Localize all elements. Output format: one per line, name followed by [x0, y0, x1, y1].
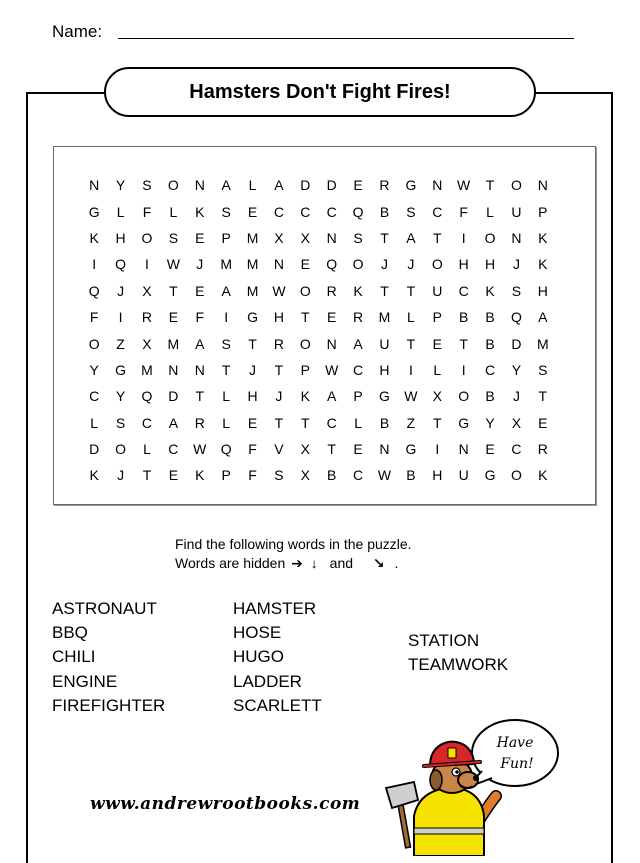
puzzle-letter[interactable]: G — [458, 414, 470, 431]
firefighter-mascot — [384, 716, 574, 856]
puzzle-letter[interactable]: E — [432, 335, 442, 352]
puzzle-letter[interactable]: O — [458, 388, 470, 405]
puzzle-letter[interactable]: C — [458, 282, 469, 299]
puzzle-letter[interactable]: H — [458, 256, 469, 273]
puzzle-letter[interactable]: B — [458, 309, 469, 326]
puzzle-letter[interactable]: U — [458, 467, 469, 484]
puzzle-letter[interactable]: J — [407, 256, 415, 273]
puzzle-letter[interactable]: Q — [511, 309, 522, 326]
puzzle-letter[interactable]: U — [379, 335, 390, 352]
puzzle-letter[interactable]: N — [379, 441, 390, 458]
puzzle-letter[interactable]: Q — [88, 282, 100, 299]
puzzle-row — [81, 278, 556, 304]
puzzle-letter[interactable]: F — [248, 441, 257, 458]
puzzle-letter[interactable]: G — [379, 388, 390, 405]
puzzle-letter[interactable]: H — [537, 282, 548, 299]
puzzle-letter[interactable]: K — [89, 467, 99, 484]
puzzle-letter[interactable]: S — [538, 361, 548, 378]
puzzle-letter[interactable]: H — [247, 388, 258, 405]
puzzle-letter[interactable]: L — [406, 309, 415, 326]
puzzle-letter[interactable]: M — [141, 361, 153, 378]
puzzle-letter[interactable]: X — [300, 441, 310, 458]
puzzle-letter[interactable]: C — [89, 388, 100, 405]
word-column-3 — [408, 629, 508, 677]
word-item: HAMSTER — [233, 599, 317, 618]
page-title-text: Hamsters Don't Fight Fires! — [189, 80, 451, 103]
puzzle-letter[interactable]: N — [537, 177, 548, 194]
puzzle-letter[interactable]: W — [166, 256, 180, 273]
puzzle-letter[interactable]: O — [511, 467, 522, 484]
puzzle-letter[interactable]: Y — [115, 388, 126, 405]
puzzle-row — [81, 198, 556, 224]
puzzle-letter[interactable]: O — [88, 335, 100, 352]
puzzle-letter[interactable]: M — [246, 282, 259, 299]
puzzle-letter[interactable]: E — [353, 177, 363, 194]
puzzle-letter[interactable]: L — [90, 414, 99, 431]
puzzle-letter[interactable]: X — [142, 282, 152, 299]
puzzle-letter[interactable]: C — [326, 414, 337, 431]
puzzle-letter[interactable]: E — [168, 467, 179, 484]
puzzle-letter[interactable]: D — [168, 388, 179, 405]
puzzle-letter[interactable]: G — [484, 467, 496, 484]
puzzle-letter[interactable]: W — [404, 388, 418, 405]
puzzle-row — [81, 172, 556, 198]
puzzle-letter[interactable]: L — [433, 361, 442, 378]
puzzle-letter[interactable]: Y — [89, 361, 99, 378]
puzzle-letter[interactable]: W — [377, 467, 392, 484]
puzzle-letter[interactable]: W — [325, 361, 339, 378]
puzzle-letter[interactable]: P — [432, 309, 442, 326]
puzzle-letter[interactable]: T — [301, 414, 310, 431]
puzzle-letter[interactable]: U — [511, 203, 522, 220]
word-item: STATION — [408, 631, 480, 650]
puzzle-letter[interactable]: E — [247, 203, 258, 220]
puzzle-letter[interactable]: M — [220, 256, 232, 273]
puzzle-letter[interactable]: T — [142, 467, 152, 484]
puzzle-letter[interactable]: M — [246, 229, 259, 246]
puzzle-letter[interactable]: L — [248, 177, 257, 194]
puzzle-letter[interactable]: N — [168, 361, 179, 378]
puzzle-letter[interactable]: M — [537, 335, 549, 352]
puzzle-letter[interactable]: R — [194, 414, 205, 431]
puzzle-letter[interactable]: Z — [406, 414, 416, 431]
puzzle-letter[interactable]: C — [168, 441, 179, 458]
puzzle-letter[interactable]: L — [143, 441, 151, 458]
puzzle-letter[interactable]: W — [272, 282, 286, 299]
puzzle-letter[interactable]: H — [115, 229, 126, 246]
puzzle-letter[interactable]: T — [432, 414, 442, 431]
puzzle-letter[interactable]: S — [406, 203, 416, 220]
puzzle-letter[interactable]: H — [484, 256, 496, 273]
puzzle-letter[interactable]: R — [273, 335, 284, 352]
puzzle-letter[interactable]: O — [299, 282, 311, 299]
puzzle-letter[interactable]: C — [273, 203, 284, 220]
puzzle-letter[interactable]: X — [432, 388, 442, 405]
puzzle-letter[interactable]: B — [379, 203, 390, 220]
puzzle-letter[interactable]: E — [195, 282, 205, 299]
puzzle-letter[interactable]: J — [512, 256, 520, 273]
puzzle-letter[interactable]: Q — [115, 256, 127, 273]
puzzle-letter[interactable]: N — [273, 256, 284, 273]
puzzle-letter[interactable]: K — [195, 467, 205, 484]
puzzle-letter[interactable]: S — [115, 414, 126, 431]
footer-url[interactable]: www.andrewrootbooks.com — [90, 794, 361, 814]
word-column-2 — [233, 597, 322, 718]
puzzle-letter[interactable]: X — [511, 414, 522, 431]
puzzle-letter[interactable]: O — [484, 229, 496, 246]
puzzle-grid — [81, 172, 556, 489]
puzzle-letter[interactable]: Q — [220, 441, 232, 458]
puzzle-letter[interactable]: D — [511, 335, 522, 352]
puzzle-letter[interactable]: G — [88, 203, 100, 220]
puzzle-letter[interactable]: T — [485, 177, 495, 194]
puzzle-row — [81, 383, 556, 409]
puzzle-letter[interactable]: L — [169, 203, 178, 220]
puzzle-letter[interactable]: S — [168, 229, 179, 246]
puzzle-letter[interactable]: N — [432, 177, 443, 194]
puzzle-letter[interactable]: O — [167, 177, 179, 194]
puzzle-letter[interactable]: A — [406, 229, 416, 246]
puzzle-letter[interactable]: I — [408, 361, 413, 378]
puzzle-letter[interactable]: S — [511, 282, 522, 299]
puzzle-letter[interactable]: J — [275, 388, 283, 405]
puzzle-letter[interactable]: J — [249, 361, 257, 378]
puzzle-row — [81, 330, 556, 356]
puzzle-letter[interactable]: A — [274, 177, 284, 194]
puzzle-letter[interactable]: G — [405, 177, 417, 194]
puzzle-letter[interactable]: R — [326, 282, 337, 299]
puzzle-letter[interactable]: O — [141, 229, 153, 246]
puzzle-letter[interactable]: T — [195, 388, 205, 405]
puzzle-letter[interactable]: F — [248, 467, 257, 484]
puzzle-letter[interactable]: Q — [141, 388, 153, 405]
puzzle-letter[interactable]: I — [145, 256, 149, 273]
puzzle-letter[interactable]: P — [538, 203, 548, 220]
puzzle-letter[interactable]: R — [141, 309, 153, 326]
puzzle-letter[interactable]: I — [224, 309, 229, 326]
puzzle-letter[interactable]: L — [222, 388, 231, 405]
puzzle-letter[interactable]: X — [274, 229, 284, 246]
puzzle-letter[interactable]: T — [406, 282, 416, 299]
puzzle-letter[interactable]: H — [379, 361, 390, 378]
word-item: ENGINE — [52, 671, 118, 691]
puzzle-letter[interactable]: E — [538, 414, 548, 431]
puzzle-letter[interactable]: R — [379, 177, 390, 194]
puzzle-letter[interactable]: L — [486, 203, 494, 220]
word-item: HOSE — [233, 623, 282, 643]
instructions-line-2 — [175, 554, 412, 573]
name-line[interactable] — [118, 38, 574, 39]
puzzle-letter[interactable]: G — [405, 441, 417, 458]
puzzle-letter[interactable]: O — [115, 441, 127, 458]
puzzle-letter[interactable]: T — [432, 229, 442, 246]
arrow-diagonal-icon: ↘ — [372, 555, 385, 571]
puzzle-letter[interactable]: F — [459, 203, 468, 220]
puzzle-letter[interactable]: D — [326, 177, 337, 194]
speech-bubble — [466, 720, 558, 788]
puzzle-letter[interactable]: C — [300, 203, 311, 220]
puzzle-letter[interactable]: P — [221, 229, 231, 246]
puzzle-letter[interactable]: E — [195, 229, 205, 246]
puzzle-letter[interactable]: O — [352, 256, 364, 273]
puzzle-letter[interactable]: W — [193, 441, 207, 458]
puzzle-letter[interactable]: B — [485, 309, 495, 326]
puzzle-letter[interactable]: R — [537, 441, 548, 458]
puzzle-letter[interactable]: K — [89, 229, 99, 246]
bubble-text-1: Have — [496, 735, 534, 751]
puzzle-letter[interactable]: S — [221, 335, 231, 352]
puzzle-letter[interactable]: M — [167, 335, 180, 352]
puzzle-letter[interactable]: T — [274, 361, 284, 378]
instructions-line-1: Find the following words in the puzzle. — [175, 536, 412, 552]
puzzle-letter[interactable]: S — [221, 203, 231, 220]
puzzle-letter[interactable]: V — [274, 441, 284, 458]
puzzle-letter[interactable]: T — [248, 335, 257, 352]
puzzle-letter[interactable]: Y — [485, 414, 495, 431]
puzzle-letter[interactable]: Q — [326, 256, 338, 273]
puzzle-row — [81, 304, 556, 330]
puzzle-letter[interactable]: S — [274, 467, 284, 484]
puzzle-letter[interactable]: O — [299, 335, 311, 352]
puzzle-letter[interactable]: C — [326, 203, 337, 220]
arrow-down-icon: ↓ — [310, 555, 318, 571]
puzzle-letter[interactable]: N — [511, 229, 522, 246]
puzzle-letter[interactable]: J — [196, 256, 204, 273]
puzzle-letter[interactable]: K — [300, 388, 310, 405]
puzzle-letter[interactable]: K — [485, 282, 495, 299]
puzzle-letter[interactable]: J — [117, 282, 125, 299]
puzzle-letter[interactable]: I — [461, 361, 466, 378]
puzzle-letter[interactable]: Y — [115, 177, 126, 194]
arrow-right-icon: ➔ — [291, 555, 303, 571]
puzzle-letter[interactable]: P — [353, 388, 363, 405]
puzzle-letter[interactable]: T — [406, 335, 416, 352]
puzzle-letter[interactable]: A — [353, 335, 363, 352]
puzzle-letter[interactable]: I — [92, 256, 97, 273]
puzzle-letter[interactable]: L — [354, 414, 362, 431]
puzzle-row — [81, 436, 556, 462]
puzzle-letter[interactable]: C — [511, 441, 522, 458]
puzzle-letter[interactable]: K — [195, 203, 205, 220]
puzzle-letter[interactable]: B — [485, 335, 495, 352]
puzzle-letter[interactable]: A — [168, 414, 179, 431]
puzzle-letter[interactable]: S — [142, 177, 152, 194]
puzzle-letter[interactable]: A — [538, 309, 548, 326]
puzzle-letter[interactable]: S — [353, 229, 363, 246]
puzzle-letter[interactable]: D — [89, 441, 100, 458]
word-item: ASTRONAUT — [52, 599, 157, 618]
puzzle-letter[interactable]: C — [484, 361, 496, 378]
word-item: CHILI — [52, 647, 96, 667]
puzzle-letter[interactable]: N — [89, 177, 100, 194]
puzzle-letter[interactable]: T — [169, 282, 178, 299]
puzzle-letter[interactable]: N — [194, 177, 205, 194]
puzzle-letter[interactable]: C — [141, 414, 153, 431]
puzzle-letter[interactable]: O — [511, 177, 522, 194]
puzzle-letter[interactable]: X — [300, 229, 310, 246]
puzzle-letter[interactable]: G — [247, 309, 258, 326]
puzzle-letter[interactable]: J — [512, 388, 520, 405]
puzzle-letter[interactable]: J — [380, 256, 388, 273]
puzzle-letter[interactable]: T — [221, 361, 231, 378]
puzzle-letter[interactable]: T — [538, 388, 548, 405]
puzzle-letter[interactable]: A — [221, 177, 231, 194]
puzzle-letter[interactable]: A — [221, 282, 231, 299]
puzzle-letter[interactable]: H — [273, 309, 284, 326]
puzzle-letter[interactable]: K — [538, 229, 548, 246]
puzzle-letter[interactable]: N — [194, 361, 205, 378]
puzzle-letter[interactable]: T — [274, 414, 284, 431]
puzzle-letter[interactable]: E — [300, 256, 310, 273]
puzzle-letter[interactable]: B — [485, 388, 495, 405]
puzzle-letter[interactable]: E — [327, 309, 337, 326]
instructions-period: . — [394, 555, 399, 571]
puzzle-letter[interactable]: A — [195, 335, 205, 352]
puzzle-letter[interactable]: N — [326, 229, 337, 246]
bubble-text-2: Fun! — [500, 756, 534, 772]
puzzle-letter[interactable]: P — [300, 361, 310, 378]
word-item: HUGO — [233, 647, 284, 667]
puzzle-letter[interactable]: X — [300, 467, 310, 484]
puzzle-letter[interactable]: U — [432, 282, 443, 299]
puzzle-letter[interactable]: C — [353, 467, 364, 484]
word-column-1 — [52, 597, 165, 718]
puzzle-letter[interactable]: H — [432, 467, 443, 484]
instructions-prefix: Words are hidden — [175, 555, 286, 571]
puzzle-letter[interactable]: Z — [116, 335, 125, 352]
puzzle-letter[interactable]: I — [461, 229, 466, 246]
puzzle-letter[interactable]: T — [459, 335, 468, 352]
puzzle-letter[interactable]: I — [435, 441, 440, 458]
puzzle-letter[interactable]: O — [431, 256, 443, 273]
puzzle-letter[interactable]: Y — [511, 361, 522, 378]
puzzle-row — [81, 251, 556, 277]
puzzle-row — [81, 357, 556, 383]
puzzle-letter[interactable]: P — [221, 467, 231, 484]
puzzle-letter[interactable]: T — [380, 229, 389, 246]
puzzle-letter[interactable]: E — [168, 309, 179, 326]
word-item: TEAMWORK — [408, 655, 509, 675]
puzzle-letter[interactable]: C — [432, 203, 443, 220]
word-item: FIREFIGHTER — [52, 695, 166, 715]
firefighter-coat — [414, 788, 484, 856]
puzzle-letter[interactable]: T — [380, 282, 389, 299]
puzzle-letter[interactable]: L — [222, 414, 231, 431]
name-row — [52, 22, 102, 42]
puzzle-letter[interactable]: E — [485, 441, 495, 458]
puzzle-letter[interactable]: K — [353, 282, 363, 299]
puzzle-letter[interactable]: T — [301, 309, 310, 326]
puzzle-letter[interactable]: G — [115, 361, 127, 378]
word-item: BBQ — [52, 623, 88, 643]
name-label: Name: — [52, 22, 103, 41]
word-item: SCARLETT — [233, 695, 322, 715]
puzzle-letter[interactable]: K — [538, 256, 548, 273]
puzzle-letter[interactable]: N — [458, 441, 469, 458]
puzzle-letter[interactable]: J — [117, 467, 125, 484]
page-title — [104, 67, 536, 117]
puzzle-letter[interactable]: B — [379, 414, 390, 431]
puzzle-letter[interactable]: T — [327, 441, 336, 458]
puzzle-letter[interactable]: Q — [352, 203, 364, 220]
puzzle-letter[interactable]: E — [353, 441, 363, 458]
puzzle-letter[interactable]: I — [118, 309, 123, 326]
puzzle-letter[interactable]: L — [116, 203, 125, 220]
puzzle-letter[interactable]: C — [353, 361, 364, 378]
puzzle-letter[interactable]: M — [246, 256, 259, 273]
puzzle-row — [81, 410, 556, 436]
helmet-icon — [424, 742, 480, 766]
puzzle-letter[interactable]: A — [327, 388, 337, 405]
puzzle-letter[interactable]: E — [247, 414, 258, 431]
puzzle-letter[interactable]: B — [406, 467, 416, 484]
puzzle-letter[interactable]: M — [378, 309, 391, 326]
puzzle-letter[interactable]: F — [142, 203, 152, 220]
puzzle-letter[interactable]: K — [538, 467, 548, 484]
instructions-and: and — [329, 555, 354, 571]
puzzle-letter[interactable]: B — [327, 467, 337, 484]
puzzle-letter[interactable]: N — [326, 335, 337, 352]
puzzle-letter[interactable]: D — [300, 177, 311, 194]
puzzle-letter[interactable]: R — [353, 309, 364, 326]
puzzle-row — [81, 225, 556, 251]
instructions — [175, 535, 412, 573]
puzzle-letter[interactable]: W — [457, 177, 471, 194]
puzzle-letter[interactable]: F — [89, 309, 99, 326]
word-item: LADDER — [233, 671, 302, 691]
puzzle-row — [81, 462, 556, 488]
puzzle-letter[interactable]: X — [142, 335, 152, 352]
puzzle-letter[interactable]: F — [195, 309, 205, 326]
